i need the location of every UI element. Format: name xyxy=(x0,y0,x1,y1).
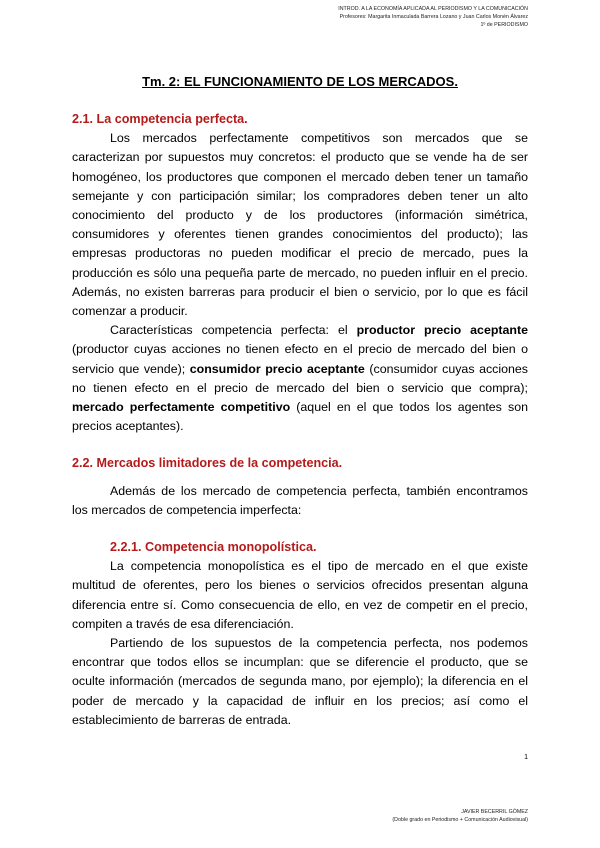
text-run: (productor cuyas acciones no tienen efecto en el precio de mercado del bien o servicio que vende); xyxy=(72,342,528,376)
section-heading-2-2: 2.2. Mercados limitadores de la competencia. xyxy=(72,456,343,471)
text-run: (consumidor cuyas acciones no tienen efecto en el precio de mercado del bien o servicio que compra); xyxy=(72,361,528,395)
header-year: 1º de PERIODISMO xyxy=(480,22,528,28)
paragraph-characteristics xyxy=(72,321,528,436)
text-run: (aquel en el que todos los agentes son precios aceptantes). xyxy=(72,400,528,434)
paragraph: Partiendo de los supuestos de la competencia perfecta, nos podemos encontrar que todos ellos se incumplan: que se diferencie el producto, que se oculte información (mercados de segunda mano, por ejemplo); la diferencia en el poder de mercado y la capacidad de influir en los precios; así como el establecimiento de barreras de entrada. xyxy=(72,636,528,727)
header-course: INTROD. A LA ECONOMÍA APLICADA AL PERIODISMO Y LA COMUNICACIÓN xyxy=(338,6,528,12)
document-title: Tm. 2: EL FUNCIONAMIENTO DE LOS MERCADOS. xyxy=(142,74,458,89)
page-footer xyxy=(392,808,528,824)
text-run: Características competencia perfecta: el xyxy=(110,323,357,338)
paragraph: La competencia monopolística es el tipo de mercado en el que existe multitud de oferentes, pero los bienes o servicios ofrecidos presentan alguna diferencia entre sí. Como consecuencia de ello, en vez de competir en el precio, compiten a través de esa diferenciación. xyxy=(72,559,528,631)
page-header xyxy=(338,5,528,29)
term-productor-precio-aceptante: productor precio aceptante xyxy=(356,323,529,338)
document-body xyxy=(72,110,528,730)
footer-author: JAVIER BECERRIL GÓMEZ xyxy=(461,809,528,815)
header-professors: Profesores: Margarita Inmaculada Barrera Lozano y Juan Carlos Monén Álvarez xyxy=(339,14,528,20)
paragraph: Además de los mercado de competencia perfecta, también encontramos los mercados de competencia imperfecta: xyxy=(72,483,528,517)
section-heading-2-1: 2.1. La competencia perfecta. xyxy=(72,112,248,126)
paragraph: Los mercados perfectamente competitivos son mercados que se caracterizan por supuestos muy concretos: el producto que se vende ha de ser homogéneo, los productores que componen el mercado deben tener un tamaño semejante y con participación similar; los compradores deben tener un alto conocimiento del producto y de los productores (información simétrica, consumidores y oferentes tienen grandes conocimientos del producto); las empresas productoras no pueden modificar el precio de mercado, pues la producción es sólo una pequeña parte de mercado, no pueden influir en el precio. Además, no existen barreras para producir el bien o servicio, por lo que es fácil comenzar a producir. xyxy=(72,131,528,319)
term-mercado-perfectamente-competitivo: mercado perfectamente competitivo xyxy=(72,400,291,415)
term-consumidor-precio-aceptante: consumidor precio aceptante xyxy=(189,361,365,376)
page-number: 1 xyxy=(524,754,528,761)
footer-degree: (Doble grado en Periodismo + Comunicación Audiovisual) xyxy=(392,817,528,823)
section-heading-2-2-1: 2.2.1. Competencia monopolística. xyxy=(110,540,317,555)
